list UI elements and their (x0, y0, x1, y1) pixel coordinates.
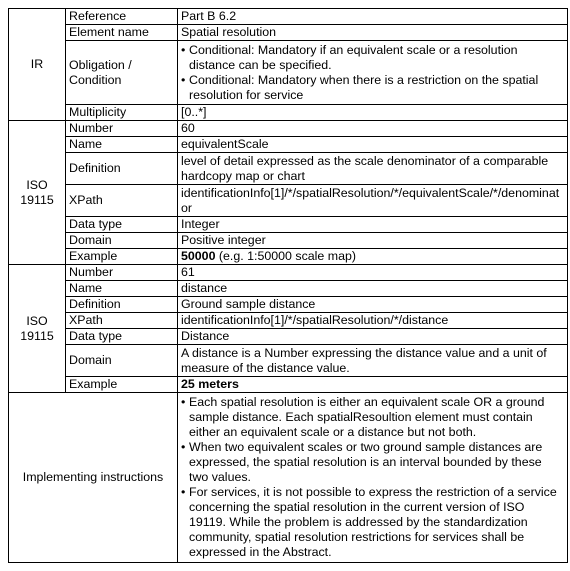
bullet-item: • Conditional: Mandatory if an equivalent scale or a resolution distance can be specified. (181, 43, 564, 73)
bullet-item: • Conditional: Mandatory when there is a restriction on the spatial resolution for service (181, 73, 564, 103)
row-label-name: Name (66, 137, 178, 153)
row-label-multiplicity: Multiplicity (66, 105, 178, 121)
implementing-bullet-list (181, 395, 564, 560)
section-label-iso-distance (9, 265, 66, 393)
row-value-xpath: identificationInfo[1]/*/spatialResolution/*/distance (178, 313, 568, 329)
section-label-ir: IR (9, 9, 66, 121)
row-value-domain: Positive integer (178, 233, 568, 249)
section-label-iso-scale (9, 121, 66, 265)
row-label-data-type: Data type (66, 329, 178, 345)
row-label-reference: Reference (66, 9, 178, 25)
row-label-example: Example (66, 249, 178, 265)
row-label-data-type: Data type (66, 217, 178, 233)
section-label-line2: 19115 (20, 192, 54, 207)
row-value-data-type: Distance (178, 329, 568, 345)
row-value-reference: Part B 6.2 (178, 9, 568, 25)
row-label-domain: Domain (66, 345, 178, 377)
obligation-bullet-list (181, 43, 564, 103)
metadata-element-table (8, 8, 568, 563)
bullet-item: • For services, it is not possible to express the restriction of a service concerning the spatial resolution in the current version of ISO 19119. While the problem is addressed by the standardization community, spatial resolution restrictions for services shall be expressed in the Abstract. (181, 485, 564, 560)
implementing-instructions-text (178, 393, 568, 563)
section-label-line1: ISO (26, 177, 48, 192)
row-value-xpath: identificationInfo[1]/*/spatialResolution/*/equivalentScale/*/denominator (178, 185, 568, 217)
row-label-definition: Definition (66, 297, 178, 313)
row-label-number: Number (66, 121, 178, 137)
row-label-xpath: XPath (66, 313, 178, 329)
section-label-line1: ISO (26, 313, 48, 328)
row-value-name: distance (178, 281, 568, 297)
row-value-definition: level of detail expressed as the scale denominator of a comparable hardcopy map or chart (178, 153, 568, 185)
implementing-instructions-label: Implementing instructions (9, 393, 178, 563)
row-value-number: 61 (178, 265, 568, 281)
row-label-obligation: Obligation / Condition (66, 41, 178, 105)
row-value-number: 60 (178, 121, 568, 137)
bullet-item: • When two equivalent scales or two ground sample distances are expressed, the spatial resolution is an interval bounded by these two values. (181, 440, 564, 485)
row-value-data-type: Integer (178, 217, 568, 233)
bullet-item: • Each spatial resolution is either an equivalent scale OR a ground sample distance. Each spatialResoultion element must contain either an equivalent scale or a distance but not both. (181, 395, 564, 440)
row-label-number: Number (66, 265, 178, 281)
row-label-element-name: Element name (66, 25, 178, 41)
row-value-definition: Ground sample distance (178, 297, 568, 313)
row-value-example: 25 meters (178, 377, 568, 393)
row-label-domain: Domain (66, 233, 178, 249)
row-value-obligation (178, 41, 568, 105)
section-label-line2: 19115 (20, 328, 54, 343)
example-value-note: (e.g. 1:50000 scale map) (215, 249, 356, 263)
row-value-domain: A distance is a Number expressing the distance value and a unit of measure of the distance value. (178, 345, 568, 377)
row-label-definition: Definition (66, 153, 178, 185)
row-label-xpath: XPath (66, 185, 178, 217)
example-value-bold: 50000 (181, 249, 216, 263)
row-value-element-name: Spatial resolution (178, 25, 568, 41)
row-label-example: Example (66, 377, 178, 393)
row-value-name: equivalentScale (178, 137, 568, 153)
row-label-name: Name (66, 281, 178, 297)
row-value-example (178, 249, 568, 265)
row-value-multiplicity: [0..*] (178, 105, 568, 121)
